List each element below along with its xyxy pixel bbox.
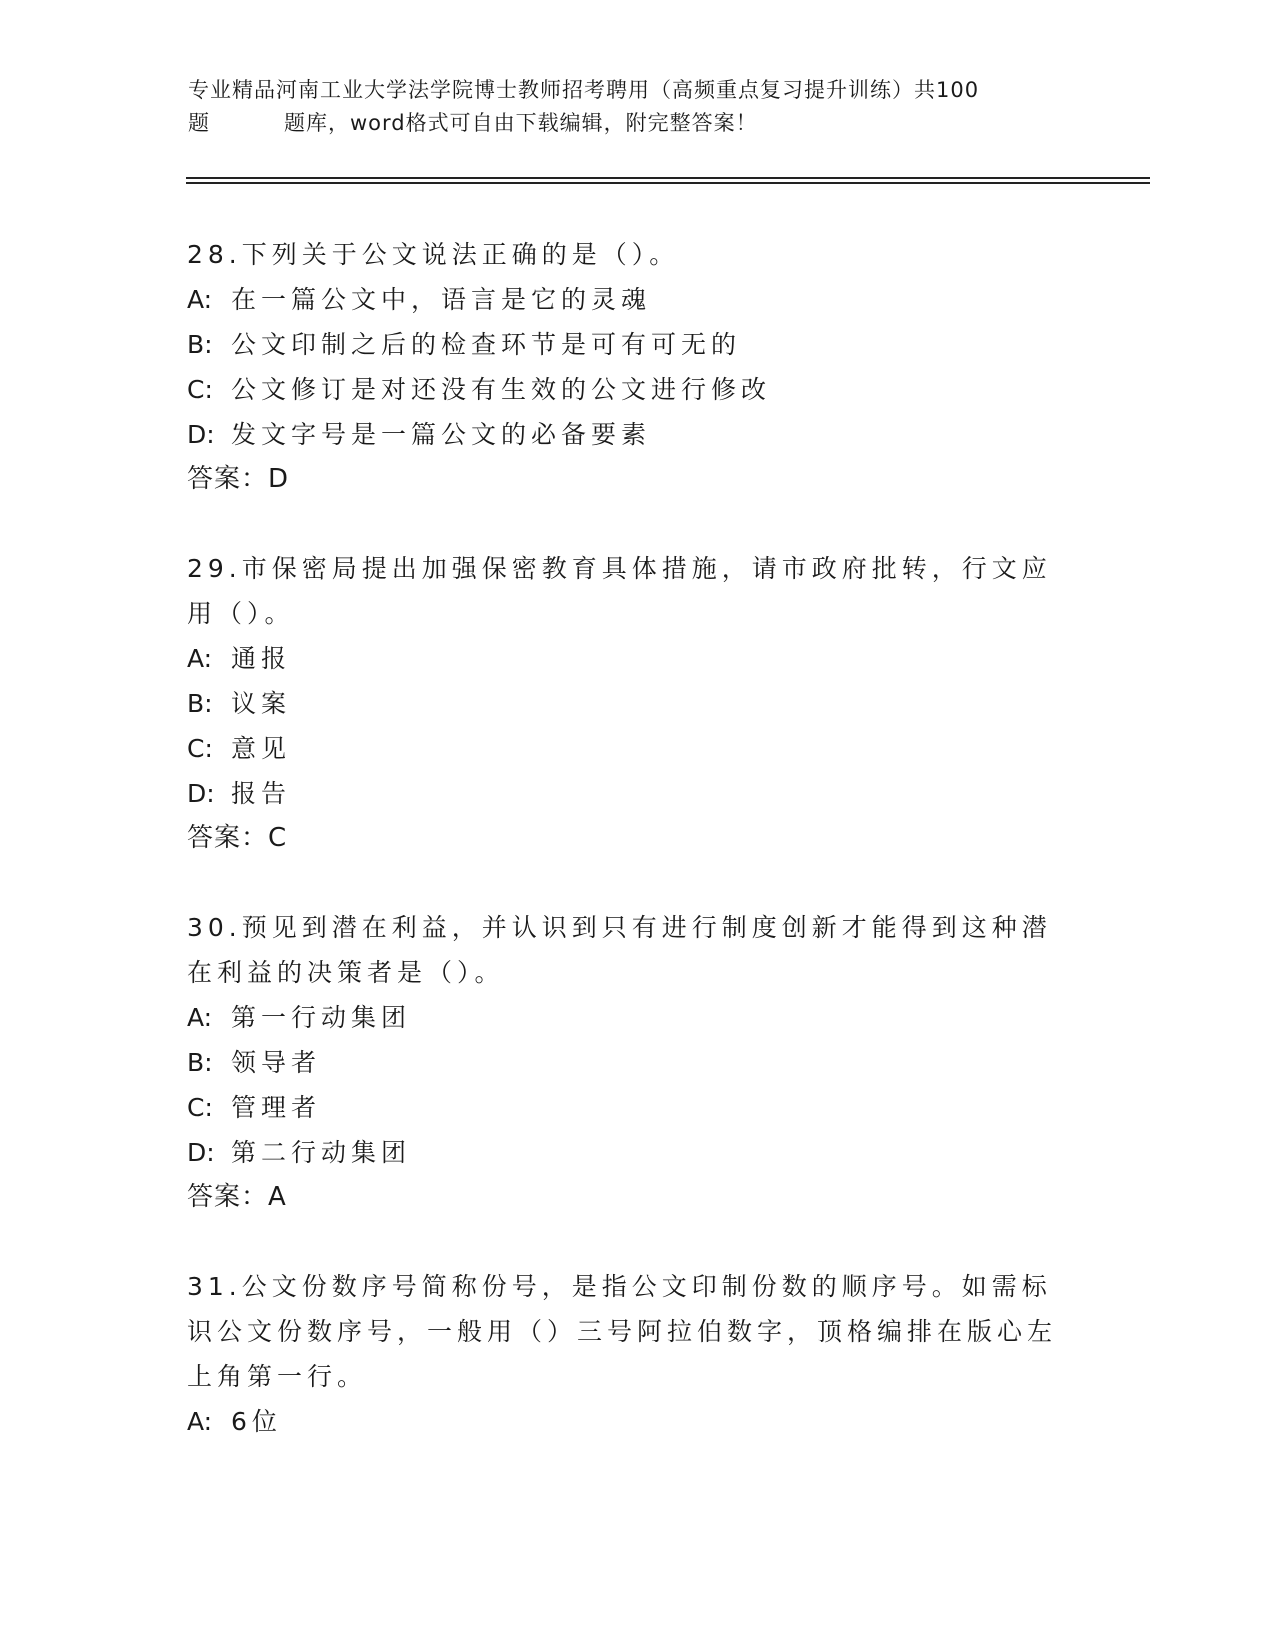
- header-divider-top: [186, 177, 1150, 179]
- option-letter: D:: [187, 420, 215, 449]
- option-letter: C:: [187, 734, 213, 763]
- option-letter: A:: [187, 644, 213, 673]
- option-text: 公文修订是对还没有生效的公文进行修改: [231, 375, 772, 404]
- option-c: [187, 726, 1067, 771]
- option-c: [187, 1085, 1067, 1130]
- header-line-2-right: 题库，word格式可自由下载编辑，附完整答案！: [284, 111, 758, 135]
- option-d: [187, 771, 1067, 816]
- option-letter: B:: [187, 689, 213, 718]
- header-line-1: 专业精品河南工业大学法学院博士教师招考聘用（高频重点复习提升训练）共100: [188, 78, 980, 102]
- option-text: 意见: [231, 734, 292, 763]
- option-letter: A:: [187, 285, 213, 314]
- header-line-2-left: 题: [188, 111, 210, 135]
- option-b: [187, 1040, 1067, 1085]
- option-text: 管理者: [231, 1093, 322, 1122]
- answer-line: 答案：C: [187, 823, 288, 853]
- option-letter: A:: [187, 1003, 213, 1032]
- question-28: [187, 232, 1067, 502]
- option-d: [187, 412, 1067, 457]
- option-letter: C:: [187, 1093, 213, 1122]
- option-letter: D:: [187, 1138, 215, 1167]
- option-text: 第一行动集团: [231, 1003, 412, 1032]
- option-text: 议案: [231, 689, 292, 718]
- option-letter: B:: [187, 330, 213, 359]
- document-header: [188, 74, 1088, 140]
- question-stem: 29.市保密局提出加强保密教育具体措施，请市政府批转，行文应用（）。: [187, 554, 1052, 628]
- header-line-2: [188, 107, 1088, 140]
- option-text: 在一篇公文中，语言是它的灵魂: [231, 285, 652, 314]
- question-29: [187, 546, 1067, 861]
- question-list: [187, 232, 1067, 1488]
- option-letter: C:: [187, 375, 213, 404]
- question-30: [187, 905, 1067, 1220]
- option-text: 通报: [231, 644, 292, 673]
- option-text: 6位: [231, 1407, 282, 1436]
- option-c: [187, 367, 1067, 412]
- question-stem: 31.公文份数序号简称份号，是指公文印制份数的顺序号。如需标识公文份数序号，一般用（）三号阿拉伯数字，顶格编排在版心左上角第一行。: [187, 1272, 1058, 1391]
- option-text: 发文字号是一篇公文的必备要素: [231, 420, 652, 449]
- option-letter: D:: [187, 779, 215, 808]
- option-a: [187, 277, 1067, 322]
- option-d: [187, 1130, 1067, 1175]
- option-letter: B:: [187, 1048, 213, 1077]
- answer-line: 答案：A: [187, 1182, 287, 1212]
- question-stem: 30.预见到潜在利益，并认识到只有进行制度创新才能得到这种潜在利益的决策者是（）。: [187, 913, 1052, 987]
- option-a: [187, 995, 1067, 1040]
- option-text: 领导者: [231, 1048, 322, 1077]
- option-b: [187, 322, 1067, 367]
- header-divider-bottom: [186, 182, 1150, 184]
- answer-line: 答案：D: [187, 464, 290, 494]
- question-stem: 28.下列关于公文说法正确的是（）。: [187, 240, 680, 269]
- option-text: 报告: [231, 779, 292, 808]
- option-letter: A:: [187, 1407, 213, 1436]
- question-31: [187, 1264, 1067, 1444]
- option-b: [187, 681, 1067, 726]
- option-text: 第二行动集团: [231, 1138, 412, 1167]
- option-a: [187, 1399, 1067, 1444]
- option-text: 公文印制之后的检查环节是可有可无的: [231, 330, 742, 359]
- option-a: [187, 636, 1067, 681]
